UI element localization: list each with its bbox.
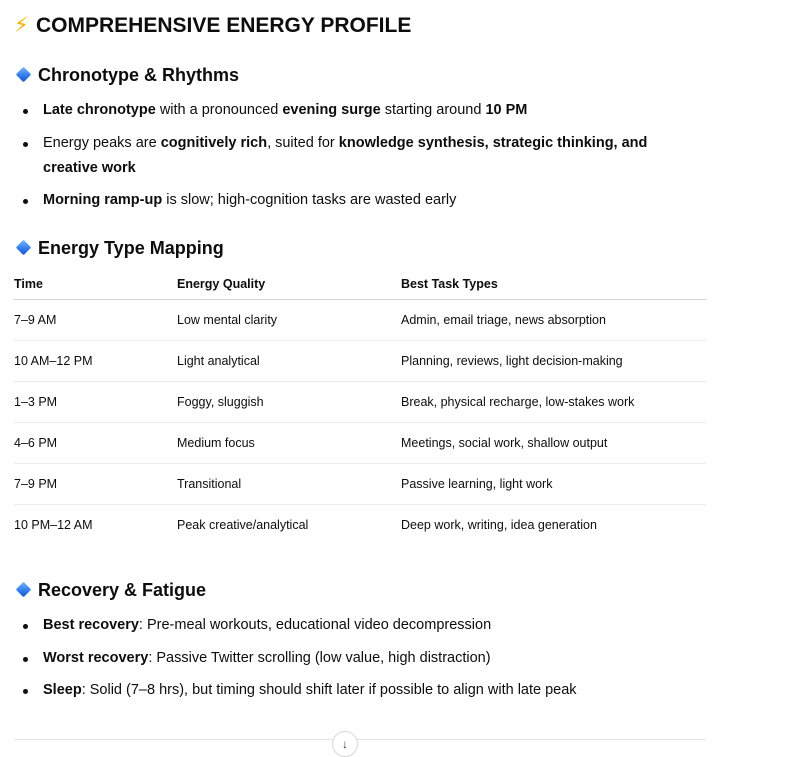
table-row — [14, 423, 706, 464]
table-row — [14, 382, 706, 423]
cell-best-task-types: Passive learning, light work — [401, 464, 706, 505]
cell-best-task-types: Break, physical recharge, low-stakes work — [401, 382, 706, 423]
blue-diamond-icon — [16, 240, 32, 256]
section-heading-text: Energy Type Mapping — [38, 238, 224, 258]
list-item — [14, 646, 706, 671]
list-item — [14, 98, 706, 123]
section-heading-chronotype — [16, 63, 239, 87]
cell-time: 1–3 PM — [14, 382, 177, 423]
cell-best-task-types: Meetings, social work, shallow output — [401, 423, 706, 464]
blue-diamond-icon — [16, 582, 32, 598]
cell-time: 4–6 PM — [14, 423, 177, 464]
bold-text: Morning ramp-up — [43, 192, 163, 208]
page-title-text: COMPREHENSIVE ENERGY PROFILE — [36, 14, 412, 37]
chronotype-list — [14, 98, 706, 221]
cell-best-task-types: Admin, email triage, news absorption — [401, 300, 706, 341]
table-body — [14, 300, 706, 546]
cell-best-task-types: Planning, reviews, light decision-making — [401, 341, 706, 382]
section-heading-recovery — [16, 578, 206, 602]
column-header-best-task-types: Best Task Types — [401, 268, 706, 300]
bold-text: Worst recovery — [43, 649, 149, 666]
column-header-time: Time — [14, 268, 177, 300]
cell-time: 7–9 AM — [14, 300, 177, 341]
text: , suited for — [267, 134, 339, 151]
table-row — [14, 341, 706, 382]
cell-energy-quality: Peak creative/analytical — [177, 518, 309, 532]
high-voltage-icon: ⚡ — [14, 13, 29, 37]
cell-time: 10 AM–12 PM — [14, 341, 177, 382]
text: with a pronounced — [155, 102, 283, 118]
bold-text: Best recovery — [43, 617, 139, 633]
text: : Passive Twitter scrolling (low value, high distraction) — [148, 649, 491, 666]
text: Energy peaks are — [43, 134, 161, 151]
bold-text: cognitively rich — [160, 134, 268, 151]
energy-mapping-table — [14, 268, 706, 545]
blue-diamond-icon — [16, 67, 32, 83]
table-row — [14, 464, 706, 505]
bold-text: evening surge — [282, 102, 381, 118]
recovery-list — [14, 613, 706, 711]
table-row — [14, 505, 706, 546]
table-header-row — [14, 268, 706, 300]
column-header-energy-quality: Energy Quality — [177, 268, 401, 300]
table-row — [14, 300, 706, 341]
section-heading-text: Chronotype & Rhythms — [38, 65, 240, 85]
section-divider — [14, 739, 706, 740]
section-heading-text: Recovery & Fatigue — [38, 580, 207, 600]
bold-text: knowledge synthesis, strategic thinking, and creative work — [43, 134, 648, 176]
text: is slow; high-cognition tasks are wasted early — [162, 192, 457, 208]
cell-energy-quality: Low mental clarity — [177, 300, 401, 341]
arrow-down-icon: ↓ — [342, 737, 348, 751]
page-title — [14, 11, 411, 40]
cell-energy-quality: Light analytical — [177, 341, 401, 382]
cell-time: 7–9 PM — [14, 464, 177, 505]
bold-text: 10 PM — [485, 102, 528, 118]
cell-energy-quality: Foggy, sluggish — [177, 382, 401, 423]
section-heading-mapping — [16, 236, 224, 260]
cell-best-task-types: Deep work, writing, idea generation — [401, 518, 597, 532]
list-item — [14, 131, 706, 181]
list-item — [14, 613, 706, 638]
list-item — [14, 188, 706, 213]
cell-energy-quality: Transitional — [177, 464, 401, 505]
text: : Solid (7–8 hrs), but timing should shift later if possible to align with late peak — [81, 682, 577, 698]
bold-text: Late chronotype — [43, 102, 156, 118]
bold-text: Sleep — [43, 682, 82, 698]
text: starting around — [380, 102, 486, 118]
cell-time: 10 PM–12 AM — [14, 518, 93, 532]
cell-energy-quality: Medium focus — [177, 423, 401, 464]
list-item — [14, 678, 706, 703]
scroll-down-button[interactable] — [332, 731, 358, 757]
text: : Pre-meal workouts, educational video decompression — [138, 617, 492, 633]
